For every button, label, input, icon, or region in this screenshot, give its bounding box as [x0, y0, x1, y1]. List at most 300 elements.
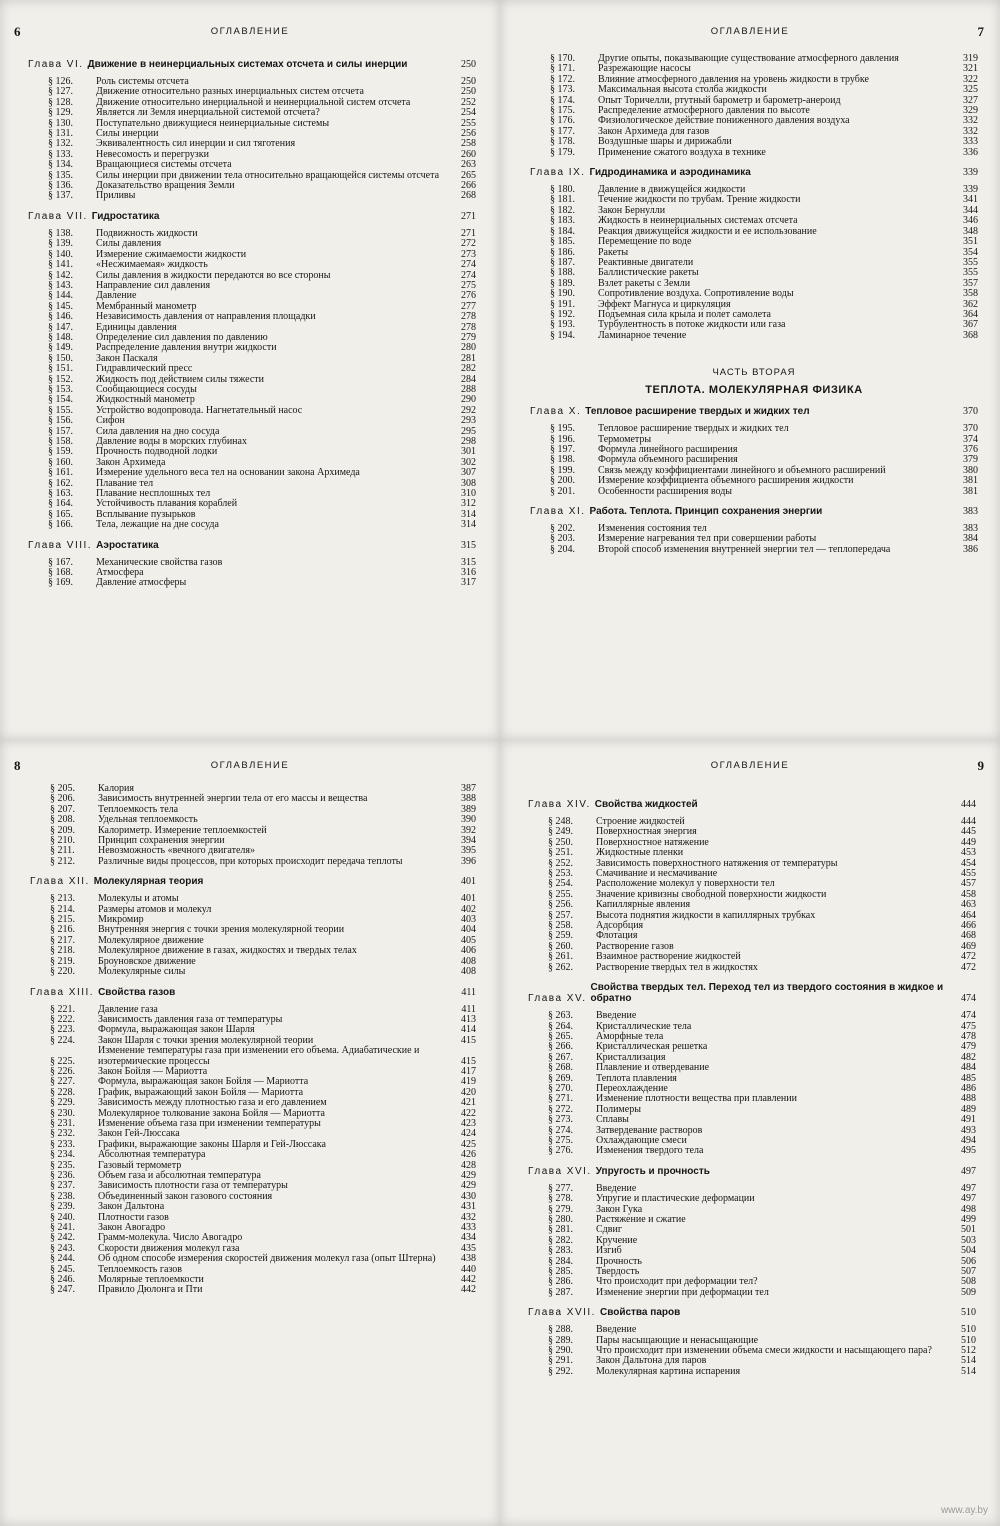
entry-title: Плотности газов [98, 1211, 169, 1223]
entry-page: 273 [461, 248, 476, 260]
entry-number: § 289. [548, 1334, 573, 1346]
entry-page: 310 [461, 488, 476, 500]
entry-page: 472 [961, 961, 976, 973]
entry-page: 348 [963, 225, 978, 237]
entry-number: § 243. [50, 1242, 75, 1254]
entry-number: § 207. [50, 803, 75, 815]
entry-page: 411 [461, 1003, 476, 1015]
entry-number: § 174. [550, 94, 575, 106]
entry-title: Механические свойства газов [96, 556, 223, 568]
entry-page: 278 [461, 321, 476, 333]
entry-number: § 236. [50, 1170, 75, 1181]
entry-number: § 143. [48, 279, 73, 291]
entry-number: § 275. [548, 1134, 573, 1146]
entry-title: Турбулентность в потоке жидкости или газа [598, 319, 786, 331]
toc-entry [28, 191, 476, 201]
entry-page: 367 [963, 319, 978, 331]
entry-page: 281 [461, 352, 476, 364]
entry-page: 374 [963, 433, 978, 445]
entry-number: § 157. [48, 425, 73, 437]
entry-page: 458 [961, 888, 976, 900]
entry-title: Кристаллизация [596, 1051, 666, 1063]
entry-number: § 268. [548, 1062, 573, 1074]
entry-title: Приливы [96, 190, 136, 202]
entry-page: 344 [963, 204, 978, 216]
toc-entry [30, 905, 476, 915]
entry-page: 277 [461, 300, 476, 312]
entry-page: 370 [963, 423, 978, 435]
entry-page: 512 [961, 1345, 976, 1357]
entry-title: Растворение газов [596, 940, 674, 952]
entry-title: График, выражающий закон Бойля — Мариотта [98, 1086, 304, 1098]
entry-title: Работа. Теплота. Принцип сохранения энергии [589, 506, 823, 517]
toc-entry [30, 967, 476, 977]
entry-title: Силы давления [96, 238, 162, 250]
entry-number: § 155. [48, 404, 73, 416]
entry-number: § 234. [50, 1149, 75, 1161]
entry-number: § 277. [548, 1182, 573, 1194]
toc-body [528, 790, 976, 1377]
entry-title: Молекулярные силы [98, 966, 186, 978]
entry-page: 390 [461, 814, 476, 826]
entry-number: § 177. [550, 125, 575, 137]
entry-title: Об одном способе измерения скоростей движения молекул газа (опыт Штерна) [98, 1253, 436, 1265]
page-number: 8 [14, 758, 21, 773]
entry-number: § 264. [548, 1020, 573, 1032]
page-header [0, 24, 500, 42]
entry-title: Введение [596, 1010, 637, 1022]
entry-number: § 167. [48, 556, 73, 568]
page-8 [0, 740, 500, 1526]
entry-page: 498 [961, 1203, 976, 1215]
page-6 [0, 0, 500, 740]
entry-number: § 281. [548, 1224, 573, 1236]
entry-page: 466 [961, 920, 976, 932]
entry-title: Мембранный манометр [96, 300, 197, 312]
entry-title: Вращающиеся системы отсчета [96, 159, 232, 171]
entry-title: Жидкостный манометр [96, 394, 195, 406]
entry-page: 339 [963, 184, 978, 196]
entry-title: Теплота плавления [596, 1072, 677, 1084]
entry-page: 428 [461, 1159, 476, 1171]
entry-page: 510 [961, 1324, 976, 1336]
entry-number: § 133. [48, 148, 73, 160]
entry-title: Применение сжатого воздуха в технике [598, 146, 766, 158]
entry-page: 468 [961, 930, 976, 942]
entry-title: Невесомость и перегрузки [96, 148, 209, 160]
entry-title: Закон Дальтона [98, 1201, 165, 1213]
toc-entry [28, 520, 476, 530]
entry-title: Сила давления на дно сосуда [96, 425, 220, 437]
entry-number: § 136. [48, 180, 73, 192]
entry-page: 432 [461, 1211, 476, 1223]
entry-title: Введение [596, 1182, 637, 1194]
entry-number: § 212. [50, 855, 75, 867]
entry-page: 402 [461, 903, 476, 915]
entry-page: 266 [461, 180, 476, 192]
entry-page: 395 [461, 845, 476, 857]
entry-page: 355 [963, 256, 978, 268]
toc-chapter [528, 982, 976, 1004]
entry-page: 255 [461, 117, 476, 129]
entry-page: 497 [961, 1193, 976, 1205]
entry-title: Адсорбция [596, 920, 644, 932]
toc-entry [30, 857, 476, 867]
entry-number: § 225. [50, 1055, 75, 1067]
entry-page: 364 [963, 308, 978, 320]
entry-number: § 284. [548, 1255, 573, 1267]
entry-title: Полимеры [596, 1103, 641, 1115]
entry-page: 506 [961, 1255, 976, 1267]
entry-page: 274 [461, 269, 476, 281]
entry-page: 444 [961, 799, 976, 810]
entry-title: Ракеты [598, 246, 629, 258]
entry-number: § 233. [50, 1138, 75, 1150]
entry-title: Что происходит при изменении объема смеси жидкости и насыщающего пара? [596, 1345, 932, 1357]
entry-number: § 221. [50, 1003, 75, 1015]
entry-title: Взлет ракеты с Земли [598, 277, 691, 289]
entry-page: 413 [461, 1013, 476, 1025]
entry-number: § 292. [548, 1365, 573, 1377]
entry-number: § 202. [550, 523, 575, 534]
toc-chapter [528, 1307, 976, 1318]
entry-page: 405 [461, 934, 476, 946]
entry-title: Давление [96, 290, 137, 302]
entry-number: § 156. [48, 415, 73, 427]
entry-number: § 153. [48, 383, 73, 395]
entry-page: 488 [961, 1093, 976, 1105]
entry-number: § 213. [50, 893, 75, 905]
entry-number: § 126. [48, 76, 73, 87]
entry-page: 268 [461, 190, 476, 202]
entry-title: Правило Дюлонга и Пти [98, 1284, 203, 1296]
page-header [500, 24, 1000, 42]
entry-number: § 201. [550, 485, 575, 497]
entry-title: Свойства паров [599, 1307, 681, 1319]
entry-page: 431 [461, 1201, 476, 1213]
entry-number: § 288. [548, 1324, 573, 1336]
entry-number: § 149. [48, 342, 73, 354]
entry-number: § 162. [48, 477, 73, 489]
entry-page: 376 [963, 443, 978, 455]
entry-title: Определение сил давления по давлению [96, 331, 268, 343]
entry-page: 368 [963, 329, 978, 341]
entry-title: Растяжение и сжатие [596, 1214, 686, 1225]
entry-number: § 183. [550, 215, 575, 227]
entry-number: Глава XVI. [528, 1165, 592, 1177]
entry-title: Объем газа и абсолютная температура [98, 1170, 261, 1181]
entry-page: 315 [461, 539, 476, 551]
entry-page: 256 [461, 128, 476, 140]
entry-title: Твердость [596, 1266, 640, 1278]
entry-title: Реактивные двигатели [598, 256, 694, 268]
entry-page: 388 [461, 793, 476, 805]
entry-page: 250 [461, 59, 476, 70]
entry-page: 430 [461, 1190, 476, 1202]
entry-title: Кристаллическая решетка [596, 1041, 708, 1053]
entry-page: 457 [961, 878, 976, 890]
entry-number: Глава VI. [28, 59, 84, 70]
entry-title: Охлаждающие смеси [596, 1134, 687, 1146]
entry-page: 499 [961, 1214, 976, 1225]
toc-body [30, 784, 476, 1296]
entry-page: 276 [461, 290, 476, 302]
entry-number: § 265. [548, 1030, 573, 1042]
entry-page: 404 [461, 924, 476, 936]
entry-number: § 215. [50, 914, 75, 926]
entry-number: § 217. [50, 934, 75, 946]
entry-number: § 164. [48, 498, 73, 510]
entry-number: § 127. [48, 86, 73, 98]
entry-number: § 222. [50, 1013, 75, 1025]
entry-title: Воздушные шары и дирижабли [598, 136, 732, 148]
entry-number: Глава XII. [30, 876, 90, 888]
toc-entry [30, 1192, 476, 1202]
toc-entry [528, 1115, 976, 1125]
entry-page: 408 [461, 955, 476, 967]
entry-number: § 262. [548, 961, 573, 973]
entry-number: § 291. [548, 1355, 573, 1367]
entry-title: Микромир [98, 914, 144, 926]
entry-title: Молекулярное движение в газах, жидкостях и твердых телах [98, 945, 357, 957]
entry-number: § 141. [48, 259, 73, 271]
entry-page: 284 [461, 373, 476, 385]
entry-number: § 135. [48, 169, 73, 181]
entry-page: 346 [963, 215, 978, 227]
entry-number: § 253. [548, 868, 573, 880]
entry-number: § 205. [50, 783, 75, 794]
entry-page: 307 [461, 467, 476, 479]
entry-title: Силы инерции при движении тела относительно вращающейся системы отсчета [96, 169, 440, 181]
entry-title: Тепловое расширение твердых и жидких тел [598, 423, 789, 435]
entry-number: § 180. [550, 184, 575, 196]
entry-number: § 260. [548, 940, 573, 952]
entry-page: 329 [963, 105, 978, 117]
entry-page: 509 [961, 1286, 976, 1298]
entry-number: § 145. [48, 300, 73, 312]
entry-number: § 163. [48, 488, 73, 500]
entry-title: Молекулярная теория [93, 876, 204, 888]
watermark: www.ay.by [940, 1505, 988, 1516]
running-title: ОГЛАВЛЕНИЕ [210, 760, 290, 771]
entry-page: 503 [961, 1234, 976, 1246]
entry-page: 275 [461, 279, 476, 291]
entry-page: 332 [963, 125, 978, 137]
entry-number: § 286. [548, 1276, 573, 1288]
entry-page: 486 [961, 1082, 976, 1094]
entry-title: Изменение плотности вещества при плавлении [596, 1093, 797, 1105]
entry-number: § 267. [548, 1051, 573, 1063]
toc-chapter [530, 406, 978, 417]
entry-title: Молекулярное движение [98, 934, 204, 946]
entry-title: Независимость давления от направления площадки [96, 311, 316, 323]
entry-title: Плавание несплошных тел [96, 488, 211, 500]
entry-number: Глава VIII. [28, 539, 93, 551]
entry-title: Связь между коэффициентами линейного и объемного расширений [598, 464, 886, 476]
entry-number: § 142. [48, 269, 73, 281]
entry-title: Формула линейного расширения [598, 443, 738, 455]
entry-number: § 160. [48, 456, 73, 468]
entry-number: § 220. [50, 966, 75, 978]
entry-number: § 271. [548, 1093, 573, 1105]
page-7 [500, 0, 1000, 740]
entry-page: 449 [961, 836, 976, 848]
entry-page: 387 [461, 783, 476, 794]
entry-title: Газовый термометр [98, 1159, 182, 1171]
entry-title: Прочность [596, 1255, 642, 1267]
entry-page: 474 [961, 1010, 976, 1022]
entry-title: Закон Бойля — Мариотта [98, 1065, 208, 1077]
entry-title: Броуновское движение [98, 955, 196, 967]
entry-title: Размеры атомов и молекул [98, 903, 212, 915]
running-title: ОГЛАВЛЕНИЕ [710, 26, 790, 37]
entry-title: Изменение энергии при деформации тел [596, 1286, 769, 1298]
entry-title: Силы инерции [96, 128, 159, 140]
entry-page: 355 [963, 267, 978, 279]
entry-title: Графики, выражающие законы Шарля и Гей-Люссака [98, 1138, 326, 1150]
entry-number: § 192. [550, 308, 575, 320]
entry-title: Реакция движущейся жидкости и ее использование [598, 225, 817, 237]
entry-page: 351 [963, 236, 978, 248]
entry-page: 474 [961, 993, 976, 1005]
entry-number: § 176. [550, 115, 575, 127]
toc-entry [30, 1213, 476, 1223]
entry-title: Невозможность «вечного двигателя» [98, 845, 256, 857]
toc-entry [30, 894, 476, 904]
entry-page: 314 [461, 519, 476, 531]
entry-number: § 151. [48, 363, 73, 375]
entry-title: Затвердевание растворов [596, 1124, 703, 1136]
entry-title: Объединенный закон газового состояния [98, 1190, 273, 1202]
entry-number: § 203. [550, 533, 575, 545]
toc-entry [28, 312, 476, 322]
entry-page: 401 [461, 876, 476, 888]
toc-chapter [530, 506, 978, 517]
entry-page: 419 [461, 1076, 476, 1088]
entry-title: Флотация [596, 930, 638, 942]
entry-page: 415 [461, 1034, 476, 1046]
entry-title: Доказательство вращения Земли [96, 180, 235, 192]
toc-entry [530, 545, 978, 555]
entry-number: § 138. [48, 227, 73, 239]
entry-title: Поступательно движущиеся неинерциальные системы [96, 117, 330, 129]
entry-page: 504 [961, 1245, 976, 1257]
toc-entry [30, 1223, 476, 1233]
toc-entry [30, 1119, 476, 1129]
toc-entry [30, 925, 476, 935]
entry-page: 421 [461, 1097, 476, 1109]
entry-title: Давление в движущейся жидкости [598, 184, 746, 196]
entry-number: § 159. [48, 446, 73, 458]
entry-title: Жидкость под действием силы тяжести [96, 373, 265, 385]
entry-page: 445 [961, 826, 976, 838]
entry-page: 288 [461, 383, 476, 395]
entry-number: § 214. [50, 903, 75, 915]
entry-number: § 188. [550, 267, 575, 279]
toc-entry [30, 1150, 476, 1160]
page-number: 7 [977, 24, 984, 39]
entry-title: Закон Авогадро [98, 1222, 166, 1234]
entry-title: Строение жидкостей [596, 816, 685, 827]
entry-title: Всплывание пузырьков [96, 508, 196, 520]
entry-title: Свойства жидкостей [594, 799, 698, 810]
entry-page: 484 [961, 1062, 976, 1074]
entry-page: 333 [963, 136, 978, 148]
entry-title: Гидродинамика и аэродинамика [589, 167, 751, 179]
entry-number: § 148. [48, 331, 73, 343]
entry-title: Скорости движения молекул газа [98, 1242, 240, 1254]
entry-number: § 239. [50, 1201, 75, 1213]
entry-title: Измерение коэффициента объемного расширения жидкости [598, 475, 854, 487]
toc-entry [30, 1233, 476, 1243]
entry-number: § 204. [550, 543, 575, 555]
toc-chapter [28, 540, 476, 551]
entry-number: § 175. [550, 105, 575, 117]
entry-page: 381 [963, 485, 978, 497]
entry-page: 322 [963, 73, 978, 85]
entry-number: § 139. [48, 238, 73, 250]
entry-page: 497 [961, 1182, 976, 1194]
entry-page: 438 [461, 1253, 476, 1265]
running-title: ОГЛАВЛЕНИЕ [210, 26, 290, 37]
entry-page: 380 [963, 464, 978, 476]
entry-page: 423 [461, 1117, 476, 1129]
entry-number: § 185. [550, 236, 575, 248]
entry-title: Второй способ изменения внутренней энергии тел — теплопередача [598, 543, 891, 555]
entry-title: Растворение твердых тел в жидкостях [596, 961, 758, 973]
entry-title: Устройство водопровода. Нагнетательный насос [96, 404, 303, 416]
entry-page: 282 [461, 363, 476, 375]
entry-title: Максимальная высота столба жидкости [598, 84, 767, 96]
entry-page: 292 [461, 404, 476, 416]
entry-page: 392 [461, 824, 476, 836]
entry-title: Закон Шарля с точки зрения молекулярной теории [98, 1034, 314, 1046]
entry-title: Распределение атмосферного давления по высоте [598, 105, 810, 117]
entry-title: Значение кривизны свободной поверхности жидкости [596, 888, 827, 900]
entry-page: 265 [461, 169, 476, 181]
entry-number: § 147. [48, 321, 73, 333]
toc-entry [30, 1202, 476, 1212]
entry-title: Сифон [96, 415, 125, 427]
entry-number: § 128. [48, 96, 73, 108]
entry-page: 379 [963, 454, 978, 466]
entry-title: Внутренняя энергия с точки зрения молекулярной теории [98, 924, 345, 936]
entry-number: § 258. [548, 920, 573, 932]
entry-number: § 240. [50, 1211, 75, 1223]
entry-number: § 263. [548, 1010, 573, 1022]
entry-page: 339 [963, 167, 978, 179]
toc-entry [528, 963, 976, 973]
entry-page: 316 [461, 567, 476, 579]
entry-number: § 169. [48, 577, 73, 589]
entry-title: Изменение температуры газа при изменении его объема. Адиабатические и изотермические процессы [98, 1045, 420, 1067]
page-number: 9 [977, 758, 984, 773]
entry-page: 510 [961, 1307, 976, 1319]
entry-page: 508 [961, 1276, 976, 1288]
entry-page: 317 [461, 577, 476, 589]
entry-page: 319 [963, 53, 978, 64]
entry-number: Глава VII. [28, 210, 88, 222]
entry-page: 495 [961, 1145, 976, 1157]
entry-number: § 219. [50, 955, 75, 967]
entry-title: Кручение [596, 1234, 638, 1246]
entry-title: Движение в неинерциальных системах отсчета и силы инерции [87, 59, 408, 70]
entry-page: 293 [461, 415, 476, 427]
entry-title: Зависимость плотности газа от температуры [98, 1180, 288, 1192]
entry-page: 422 [461, 1107, 476, 1119]
entry-page: 321 [963, 63, 978, 75]
entry-title: Удельная теплоемкость [98, 814, 198, 826]
